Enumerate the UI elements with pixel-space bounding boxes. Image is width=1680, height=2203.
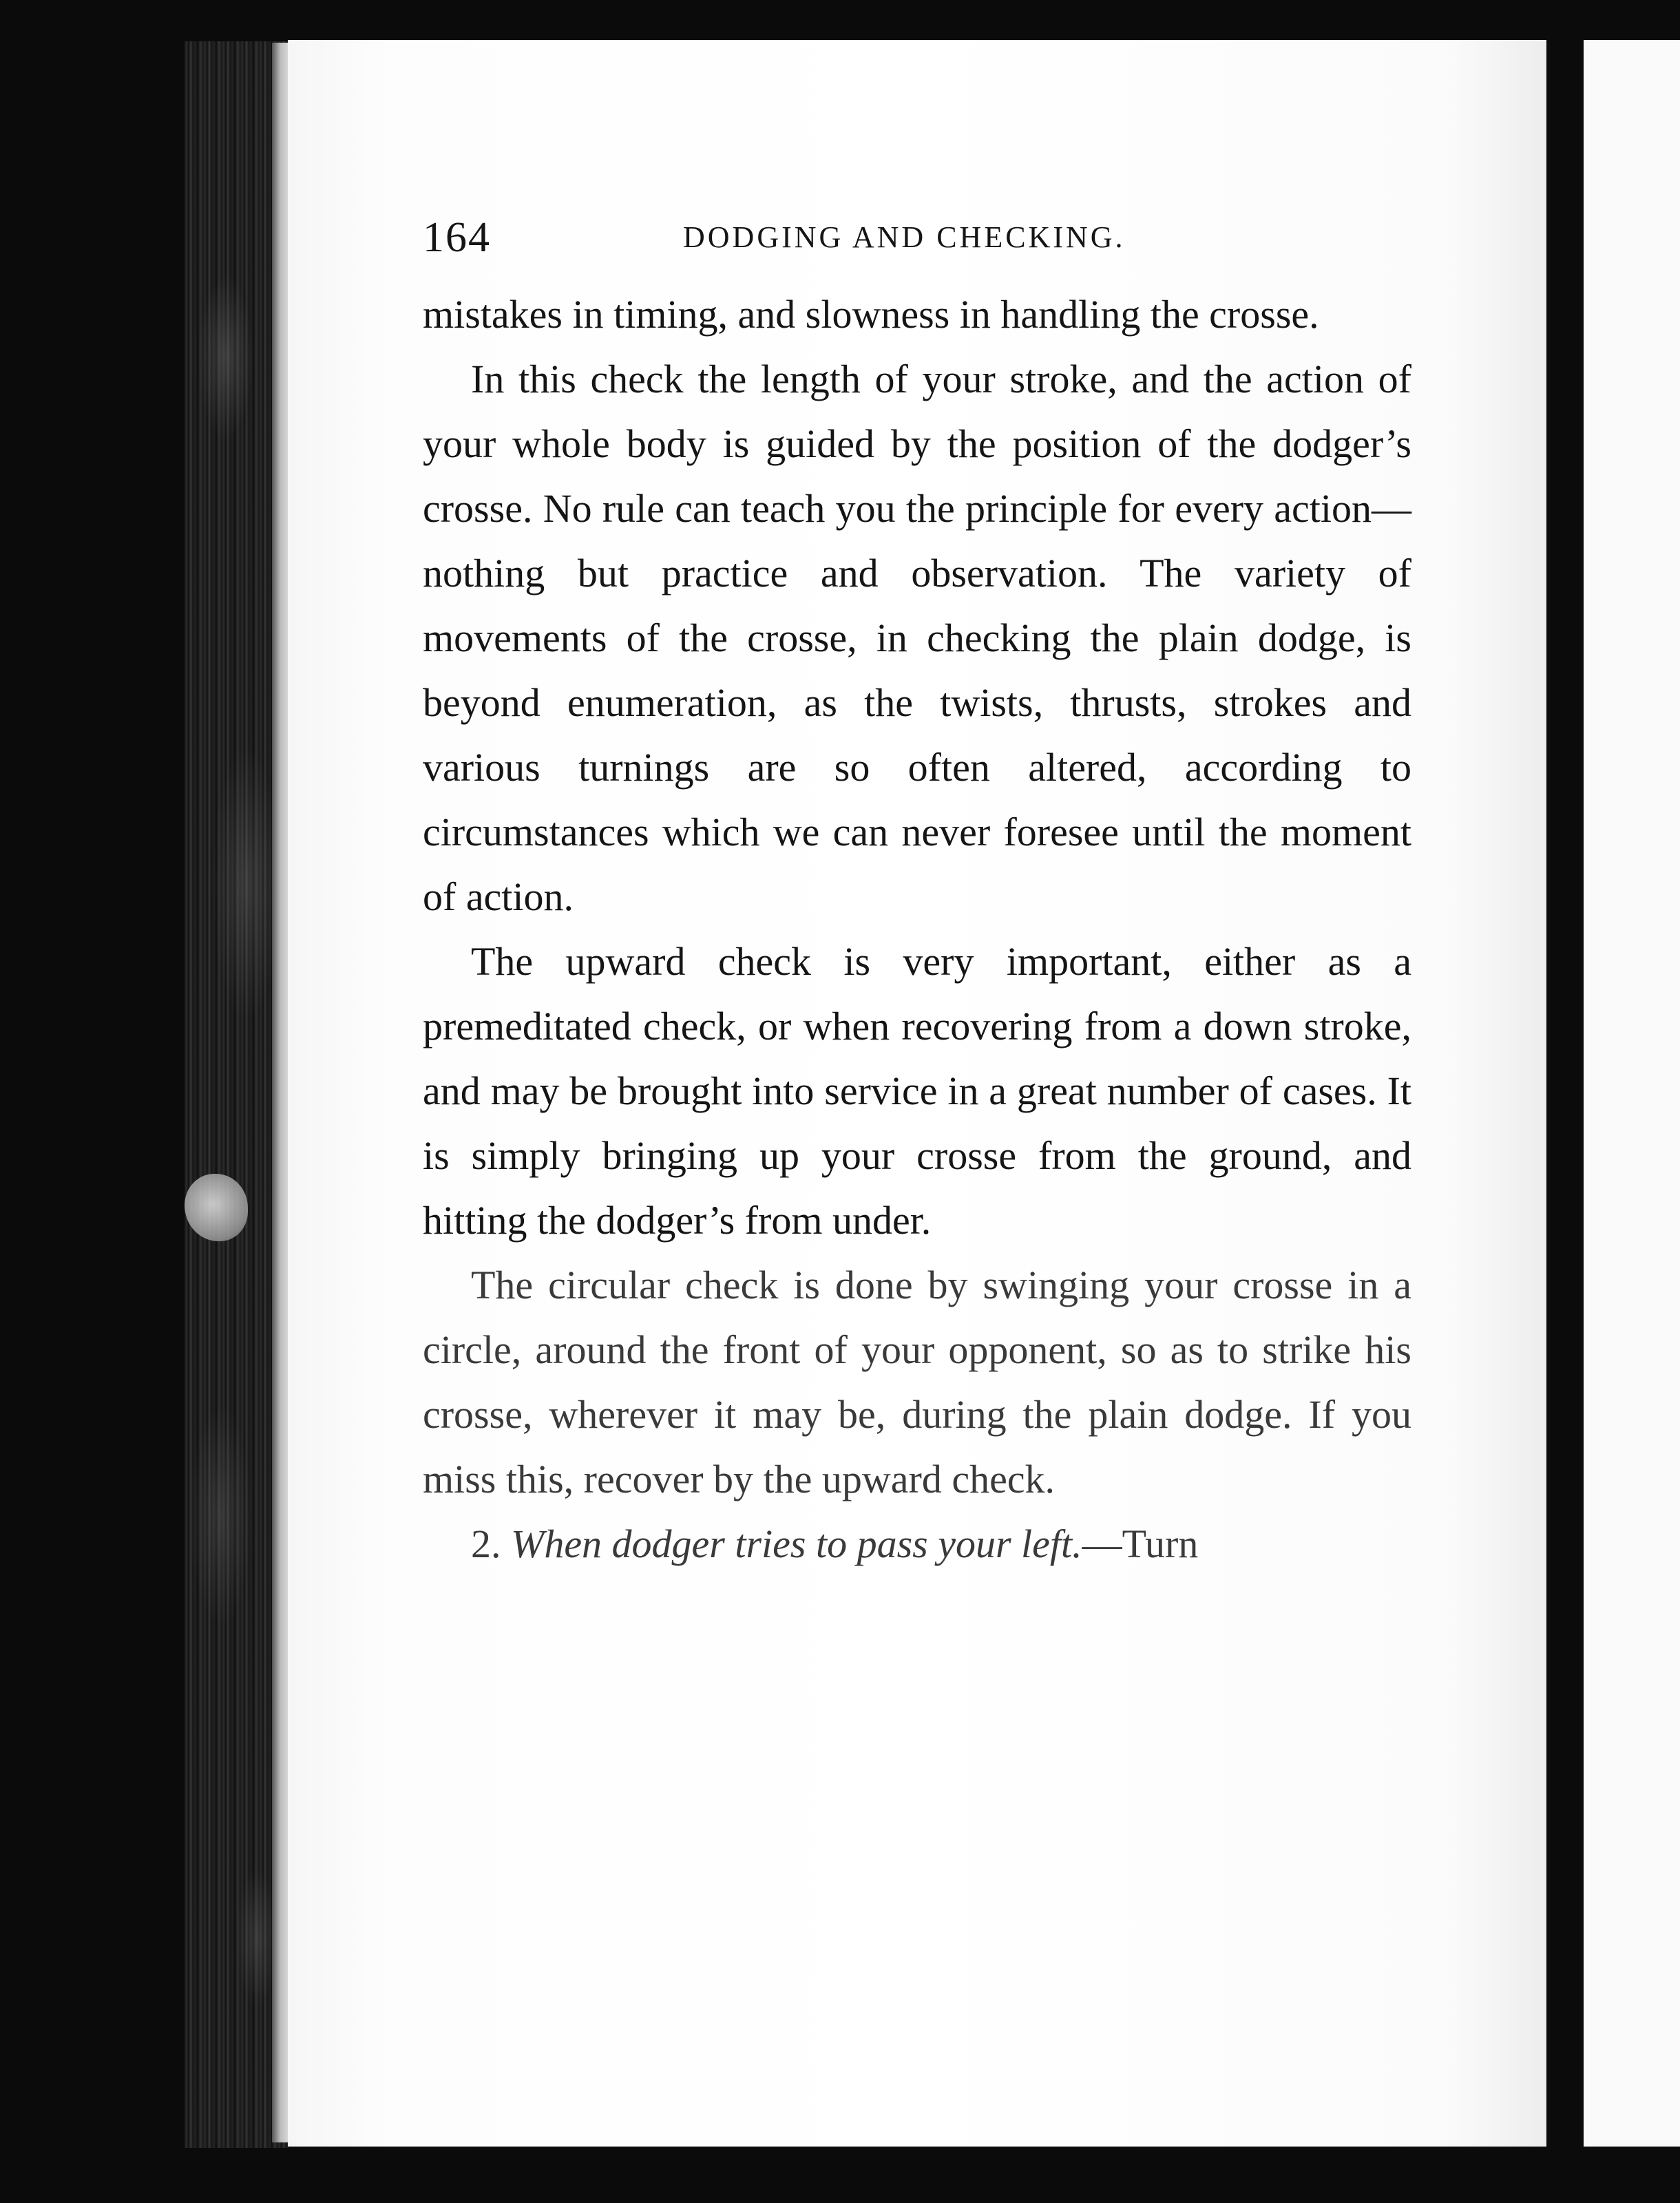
item-heading: When dodger tries to pass your left. xyxy=(511,1521,1082,1566)
item-number: 2. xyxy=(471,1521,501,1566)
paragraph-circular-check: The circular check is done by swinging your crosse in a circle, around the front of your opponent, so as to strike his crosse, wherever it may be, during the plain dodge. If you miss this, recover by the upward check. xyxy=(423,1263,1411,1501)
item-text: —Turn xyxy=(1082,1521,1199,1566)
facing-page-edge xyxy=(1584,40,1680,2147)
paragraph-check-stroke: In this check the length of your stroke, and the action of your whole body is guided by the position of the dodger’s crosse. No rule can teach you the principle for every action—nothing but practice and observation. The variety of movements of the crosse, in checking the plain dodge, is beyond enumeration, as the twists, thrusts, strokes and various turnings are so often altered, according to circumstances which we can never foresee until the moment of action. xyxy=(423,357,1411,919)
paragraph-numbered-item xyxy=(423,1512,1411,1577)
paragraph-upward-check: The upward check is very important, either as a premeditated check, or when recovering from a down stroke, and may be brought into service in a great number of cases. It is simply bringing up your crosse from the ground, and hitting the dodger’s from under. xyxy=(423,939,1411,1243)
paragraph-continuation: mistakes in timing, and slowness in handling the crosse. xyxy=(423,292,1319,337)
running-title: DODGING AND CHECKING. xyxy=(683,220,1126,254)
page-number: 164 xyxy=(423,214,491,261)
running-head xyxy=(423,207,1411,268)
page-text xyxy=(423,207,1411,1577)
